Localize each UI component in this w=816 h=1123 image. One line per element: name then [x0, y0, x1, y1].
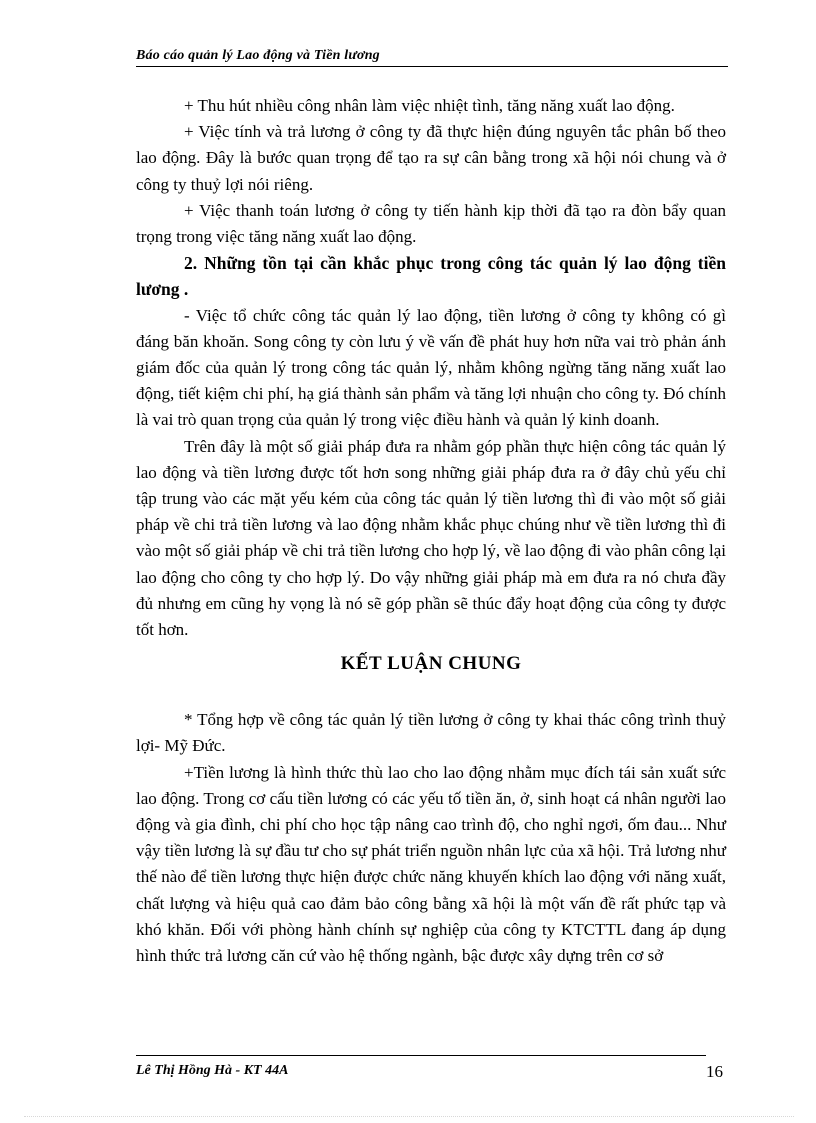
- paragraph: Trên đây là một số giải pháp đưa ra nhằm góp phần thực hiện công tác quản lý lao động và tiền lương được tốt hơn song những giải pháp đưa ra ở đây chủ yếu chỉ tập trung vào các mặt yếu kém của công tác quản lý tiền lương thì đi vào một số giải pháp về chi trả tiền lương và lao động nhằm khắc phục chúng như về tiền lương thì đi vào một số giải pháp về chi trả tiền lương cho hợp lý, về lao động đi vào phân công lại lao động cho công ty cho hợp lý. Do vậy những giải pháp mà em đưa ra nó chưa đầy đủ nhưng em cũng hy vọng là nó sẽ góp phần sẽ thúc đẩy hoạt động của công ty được tốt hơn.: [136, 436, 726, 640]
- page-number: 16: [706, 1062, 723, 1081]
- paragraph: + Việc tính và trả lương ở công ty đã thực hiện đúng nguyên tắc phân bố theo lao động. Đây là bước quan trọng để tạo ra sự cân bằng trong xã hội nói chung và ở công ty thuỷ lợi nói riêng.: [136, 122, 726, 194]
- paragraph: + Việc thanh toán lương ở công ty tiến hành kịp thời đã tạo ra đòn bẩy quan trọng trong việc tăng năng xuất lao động.: [136, 200, 726, 247]
- paragraph: * Tổng hợp về công tác quản lý tiền lương ở công ty khai thác công trình thuỷ lợi- Mỹ Đức.: [136, 710, 726, 756]
- footer-author: Lê Thị Hồng Hà - KT 44A: [136, 1063, 289, 1078]
- conclusion-title: KẾT LUẬN CHUNG: [340, 653, 522, 675]
- page-edge-divider: [24, 1116, 794, 1117]
- page-header: [136, 48, 728, 67]
- page-content: [136, 93, 726, 969]
- page-footer: [136, 1055, 706, 1080]
- header-title: Báo cáo quản lý Lao động và Tiền lương: [136, 48, 380, 63]
- paragraph: - Việc tổ chức công tác quản lý lao động, tiền lương ở công ty không có gì đáng băn khoăn. Song công ty còn lưu ý về vấn đề phát huy hơn nữa vai trò phản ánh giám đốc của quản lý trong công tác quản lý, nhằm không ngừng tăng năng xuất lao động, tiết kiệm chi phí, hạ giá thành sản phẩm và tăng lợi nhuận cho công ty. Đó chính là vai trò quan trọng của quản lý trong việc điều hành và quản lý kinh doanh.: [136, 305, 727, 430]
- paragraph: +Tiền lương là hình thức thù lao cho lao động nhằm mục đích tái sản xuất sức lao động. Trong cơ cấu tiền lương có các yếu tố tiền ăn, ở, sinh hoạt cá nhân người lao động và gia đình, chi phí cho học tập nâng cao trình độ, cho nghỉ ngơi, ốm đau... Như vậy tiền lương là sự đầu tư cho sự phát triển nguồn nhân lực của xã hội. Trả lương như thế nào để tiền lương thực hiện được chức năng khuyến khích lao động với năng xuất, chất lượng và hiệu quả cao đảm bảo công bằng xã hội là một vấn đề rất phức tạp và khó khăn. Đối với phòng hành chính sự nghiệp của công ty KTCTTL đang áp dụng hình thức trả lương căn cứ vào hệ thống ngành, bậc được xây dựng trên cơ sở: [136, 762, 726, 966]
- paragraph: + Thu hút nhiều công nhân làm việc nhiệt tình, tăng năng xuất lao động.: [184, 96, 675, 115]
- section-heading: 2. Những tồn tại cần khắc phục trong công tác quản lý lao động tiền lương .: [136, 253, 726, 300]
